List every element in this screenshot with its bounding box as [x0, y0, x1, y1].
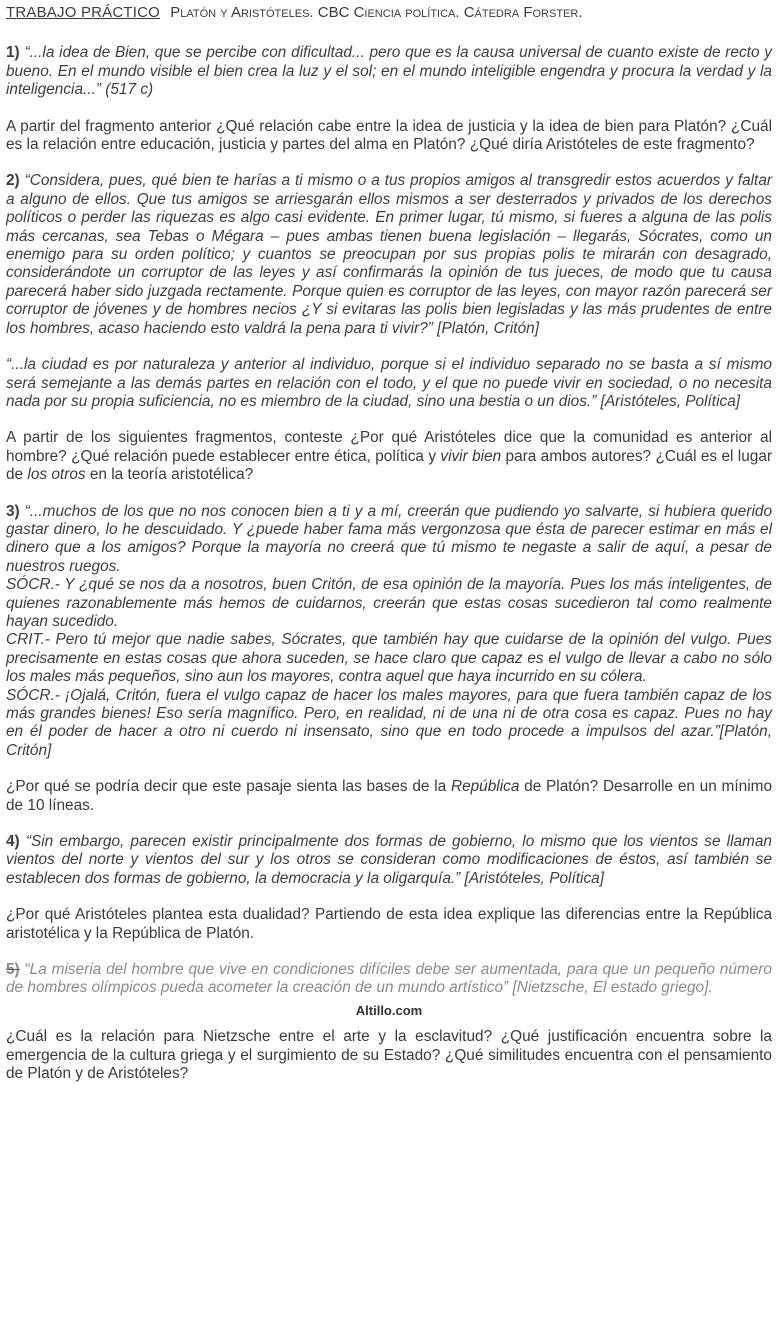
section-5-quote: [6, 961, 772, 998]
document-header: [6, 4, 772, 22]
section-3-quote-c: CRIT.- Pero tú mejor que nadie sabes, Sócrates, que también hay que cuidarse de la opinión del vulgo. Pues precisamente en estas cosas que ahora suceden, se hace claro que capaz es el vulgo de llevar a cabo no sólo los males más pequeños, sino aun los mayores, contra aquel que haya incurrido en su cólera.: [6, 631, 772, 686]
section-3-quote-b: SÓCR.- Y ¿qué se nos da a nosotros, buen Critón, de esa opinión de la mayoría. Pues los más inteligentes, de quienes razonablemente más hemos de cuidarnos, creerán que estas cosas sucedieron tal como realmente hayan sucedido.: [6, 576, 772, 630]
section-2-question: [6, 429, 772, 484]
watermark: Altillo.com: [355, 1002, 423, 1018]
page-subtitle: Platón y Aristóteles. CBC Ciencia política. Cátedra Forster.: [170, 4, 583, 21]
section-2-quote-b: “...la ciudad es por naturaleza y anterior al individuo, porque si el individuo separado no se basta a sí mismo será semejante a las demás partes en relación con el todo, y el que no puede vivir en sociedad, o no necesita nada por su propia suficiencia, no es miembro de la ciudad, sino una bestia o un dios.” [Aristóteles, Política]: [6, 356, 772, 410]
section-4-quote: [6, 833, 772, 888]
section-2-question-part-2: para ambos autores? ¿Cuál es el lugar de: [6, 447, 773, 484]
page-title: TRABAJO PRÁCTICO: [6, 4, 161, 21]
section-3-quote-a-text: “...muchos de los que no nos conocen bien a ti y a mí, creerán que pudiendo yo salvarte, si hubiera querido gastar dinero, lo he descuidado. Y ¿puede haber fama más vergonzosa que ésta de parecer estimar en más el dinero que a los amigos? Porque la mayoría no creerá que tú mismo te negaste a salir de aquí, a pesar de nuestros ruegos.: [6, 502, 772, 575]
document-page: [6, 4, 772, 1084]
section-4-quote-text: “Sin embargo, parecen existir principalmente dos formas de gobierno, lo mismo que los vientos se llaman vientos del norte y vientos del sur y los otros se consideran como modificaciones de éstos, así también se establecen dos formas de gobierno, la democracia y la oligarquía.” [Aristóteles, Política]: [6, 833, 772, 887]
section-4-question: ¿Por qué Aristóteles plantea esta dualidad? Partiendo de esta idea explique las diferencias entre la República aristotélica y la República de Platón.: [6, 906, 772, 942]
section-3-number: 3): [6, 502, 20, 520]
section-1-quote: [6, 44, 772, 99]
section-5-question: ¿Cuál es la relación para Nietzsche entre el arte y la esclavitud? ¿Qué justificación encuentra sobre la emergencia de la cultura griega y el surgimiento de su Estado? ¿Qué similitudes encuentra con el pensamiento de Platón y de Aristóteles?: [6, 1028, 772, 1083]
section-2-question-emphasis-2: los otros: [27, 466, 86, 484]
section-3-question: [6, 778, 772, 815]
section-3-quote-d: SÓCR.- ¡Ojalá, Critón, fuera el vulgo capaz de hacer los males mayores, para que fuera también capaz de los más grandes bienes! Eso sería magnífico. Pero, en realidad, ni de una ni de otra cosa es capaz. Pues no hay en él poder de hacer a otro ni cuerdo ni insensato, sino que en todo procede a impulsos del azar.”[Platón, Critón]: [6, 686, 772, 759]
section-5-number: 5): [6, 961, 20, 979]
section-3-quote-a: [6, 503, 772, 577]
section-2-quote-a: [6, 172, 772, 338]
section-3-question-part-2: de Platón? Desarrolle en un mínimo de 10 líneas.: [6, 778, 772, 814]
section-5-quote-text: “La miseria del hombre que vive en condiciones difíciles debe ser aumentada, para que un pequeño número de hombres olímpicos pueda acometer la creación de un mundo artístico” [Nietzsche, El estado griego].: [6, 961, 772, 997]
section-2-question-part-1: A partir de los siguientes fragmentos, conteste ¿Por qué Aristóteles dice que la comunidad es anterior al hombre? ¿Qué relación puede establecer entre ética, política y: [6, 429, 772, 465]
section-1-quote-text: “...la idea de Bien, que se percibe con dificultad... pero que es la causa universal de cuanto existe de recto y bueno. En el mundo visible el bien crea la luz y el sol; en el mundo inteligible engendra y procura la verdad y la inteligencia...” (517 c): [6, 44, 772, 99]
section-2-quote-a-text: “Considera, pues, qué bien te harías a ti mismo o a tus propios amigos al transgredir estos acuerdos y faltar a alguno de ellos. Que tus amigos se arriesgarán ellos mismos a ser desterrados y privados de los derechos políticos o perder las riquezas es algo casi evidente. En primer lugar, tú mismo, si fueres a alguna de las polis más cercanas, sea Tebas o Mégara – pues ambas tienen buena legislación – llegarás, Sócrates, como un enemigo para su orden político; y cuantos se preocupan por sus propias polis te mirarán con desagrado, considerándote un corruptor de las leyes y así confirmarás la opinión de tus jueces, de modo que tu causa parecerá haber sido juzgada rectamente. Porque quien es corruptor de las leyes, con mayor razón parecerá ser corruptor de jóvenes y de hombres necios ¿Y si evitaras las polis bien legisladas y las más prudentes de entre los hombres, acaso haciendo esto valdrá la pena para ti vivir?” [Platón, Critón]: [6, 172, 773, 337]
section-3-question-part-1: ¿Por qué se podría decir que este pasaje sienta las bases de la: [6, 778, 451, 796]
section-3-question-emphasis: República: [450, 778, 520, 796]
section-2-number: 2): [6, 172, 20, 190]
section-2-question-emphasis-1: vivir bien: [440, 447, 502, 465]
section-1-number: 1): [6, 44, 20, 62]
section-2-question-part-3: en la teoría aristotélica?: [85, 466, 254, 484]
section-4-number: 4): [6, 833, 20, 851]
section-1-question: A partir del fragmento anterior ¿Qué relación cabe entre la idea de justicia y la idea de bien para Platón? ¿Cuál es la relación entre educación, justicia y partes del alma en Platón? ¿Qué diría Aristóteles de este fragmento?: [6, 117, 772, 154]
